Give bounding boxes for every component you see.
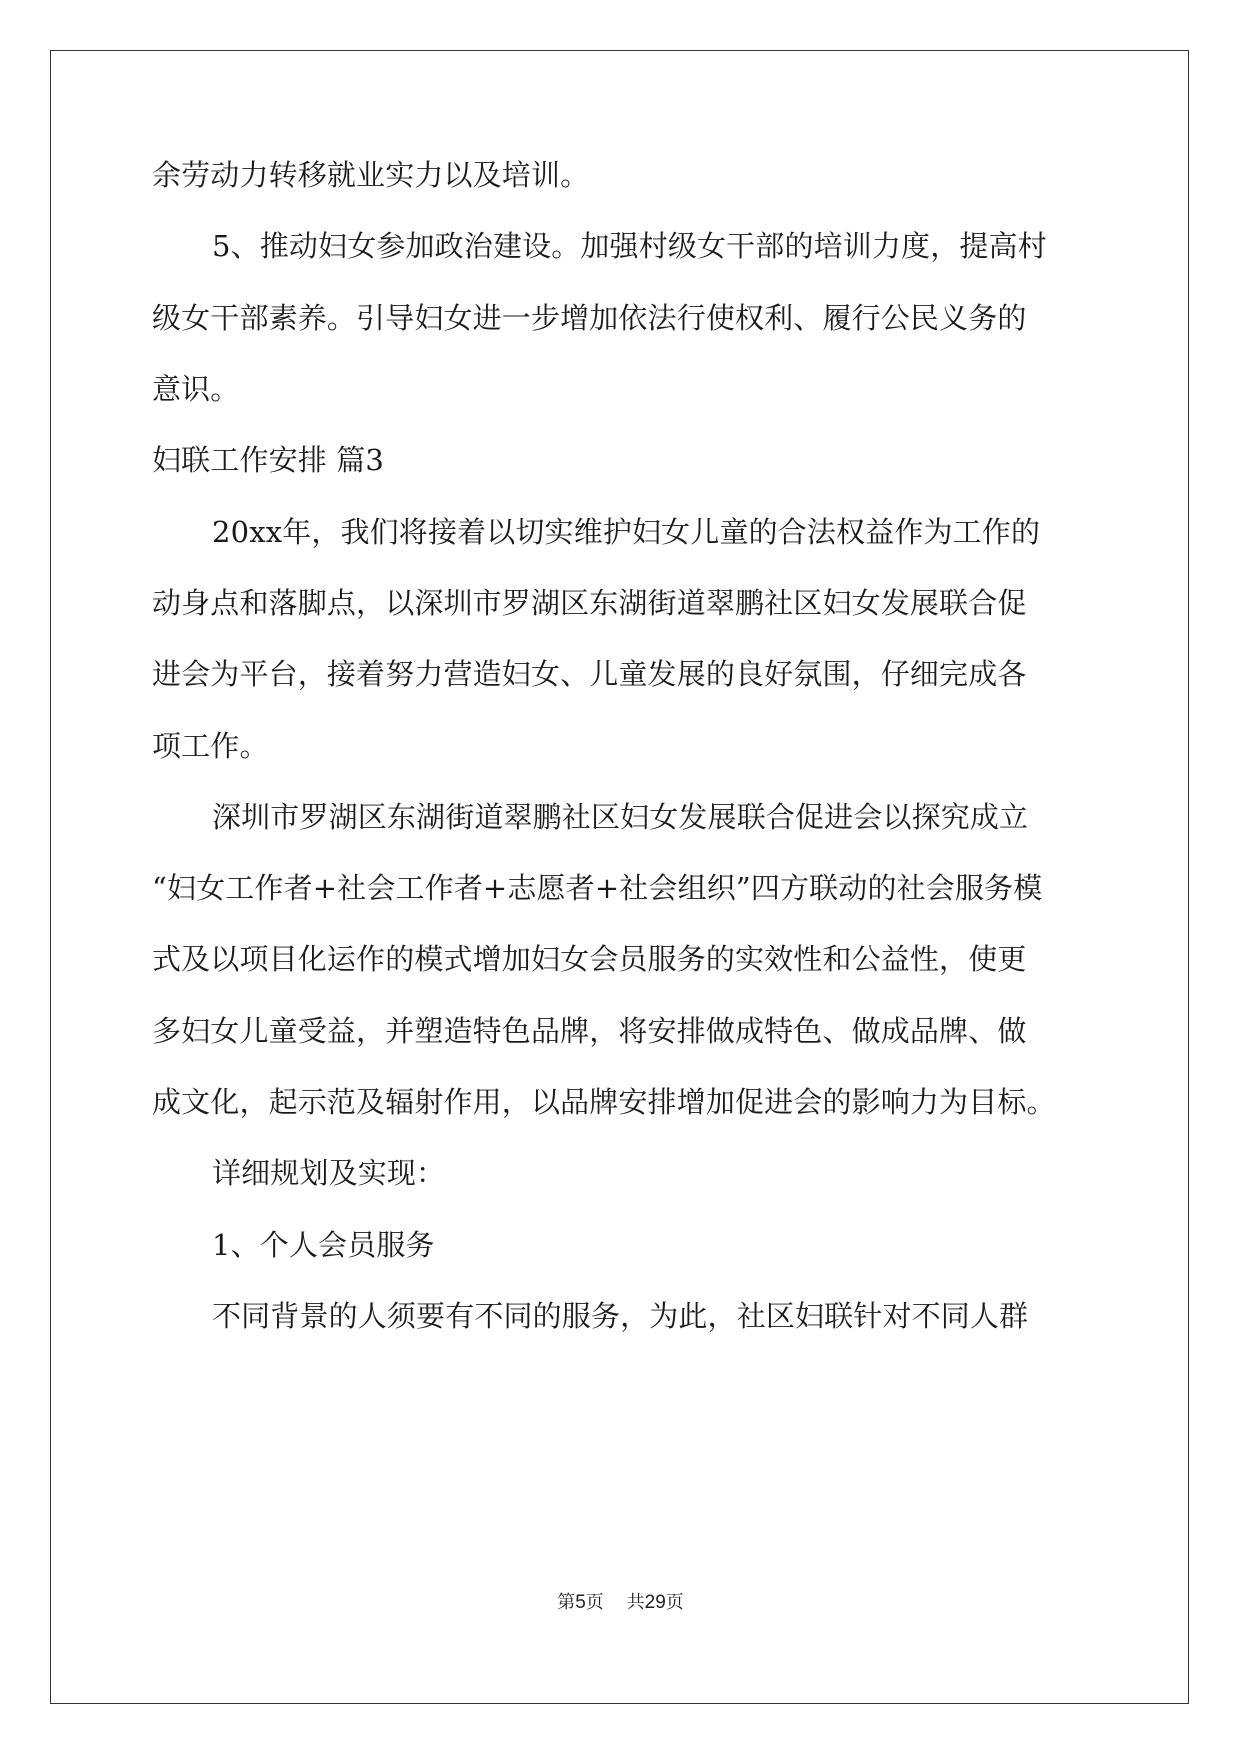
body-line: 意识。 [152, 372, 240, 406]
body-line: 20xx年，我们将接着以切实维护妇女儿童的合法权益作为工作的 [212, 515, 1041, 549]
footer-suffix: 页 [665, 1592, 684, 1613]
current-page-number: 5 [575, 1592, 586, 1613]
section-heading: 妇联工作安排 篇3 [152, 443, 385, 477]
body-line: 式及以项目化运作的模式增加妇女会员服务的实效性和公益性，使更 [152, 942, 1027, 976]
body-line: 深圳市罗湖区东湖街道翠鹏社区妇女发展联合促进会以探究成立 [212, 800, 1029, 834]
footer-prefix: 第 [557, 1592, 576, 1613]
body-line: 1、个人会员服务 [212, 1228, 435, 1262]
footer-mid: 页 共 [585, 1592, 645, 1613]
body-line: 进会为平台，接着努力营造妇女、儿童发展的良好氛围，仔细完成各 [152, 657, 1027, 691]
body-line: 不同背景的人须要有不同的服务，为此，社区妇联针对不同人群 [212, 1299, 1029, 1333]
body-line: 详细规划及实现： [212, 1156, 446, 1190]
page-footer [0, 1588, 1241, 1614]
body-line: “妇女工作者+社会工作者+志愿者+社会组织”四方联动的社会服务模 [152, 871, 1043, 905]
body-line: 动身点和落脚点，以深圳市罗湖区东湖街道翠鹏社区妇女发展联合促 [152, 586, 1027, 620]
body-line: 项工作。 [152, 729, 269, 763]
total-page-count: 29 [644, 1592, 666, 1613]
body-line: 5、推动妇女参加政治建设。加强村级女干部的培训力度，提高村 [212, 229, 1047, 263]
body-line: 余劳动力转移就业实力以及培训。 [152, 158, 590, 192]
body-line: 多妇女儿童受益，并塑造特色品牌，将安排做成特色、做成品牌、做 [152, 1014, 1027, 1048]
body-line: 成文化，起示范及辐射作用，以品牌安排增加促进会的影响力为目标。 [152, 1085, 1056, 1119]
body-line: 级女干部素养。引导妇女进一步增加依法行使权利、履行公民义务的 [152, 301, 1027, 335]
